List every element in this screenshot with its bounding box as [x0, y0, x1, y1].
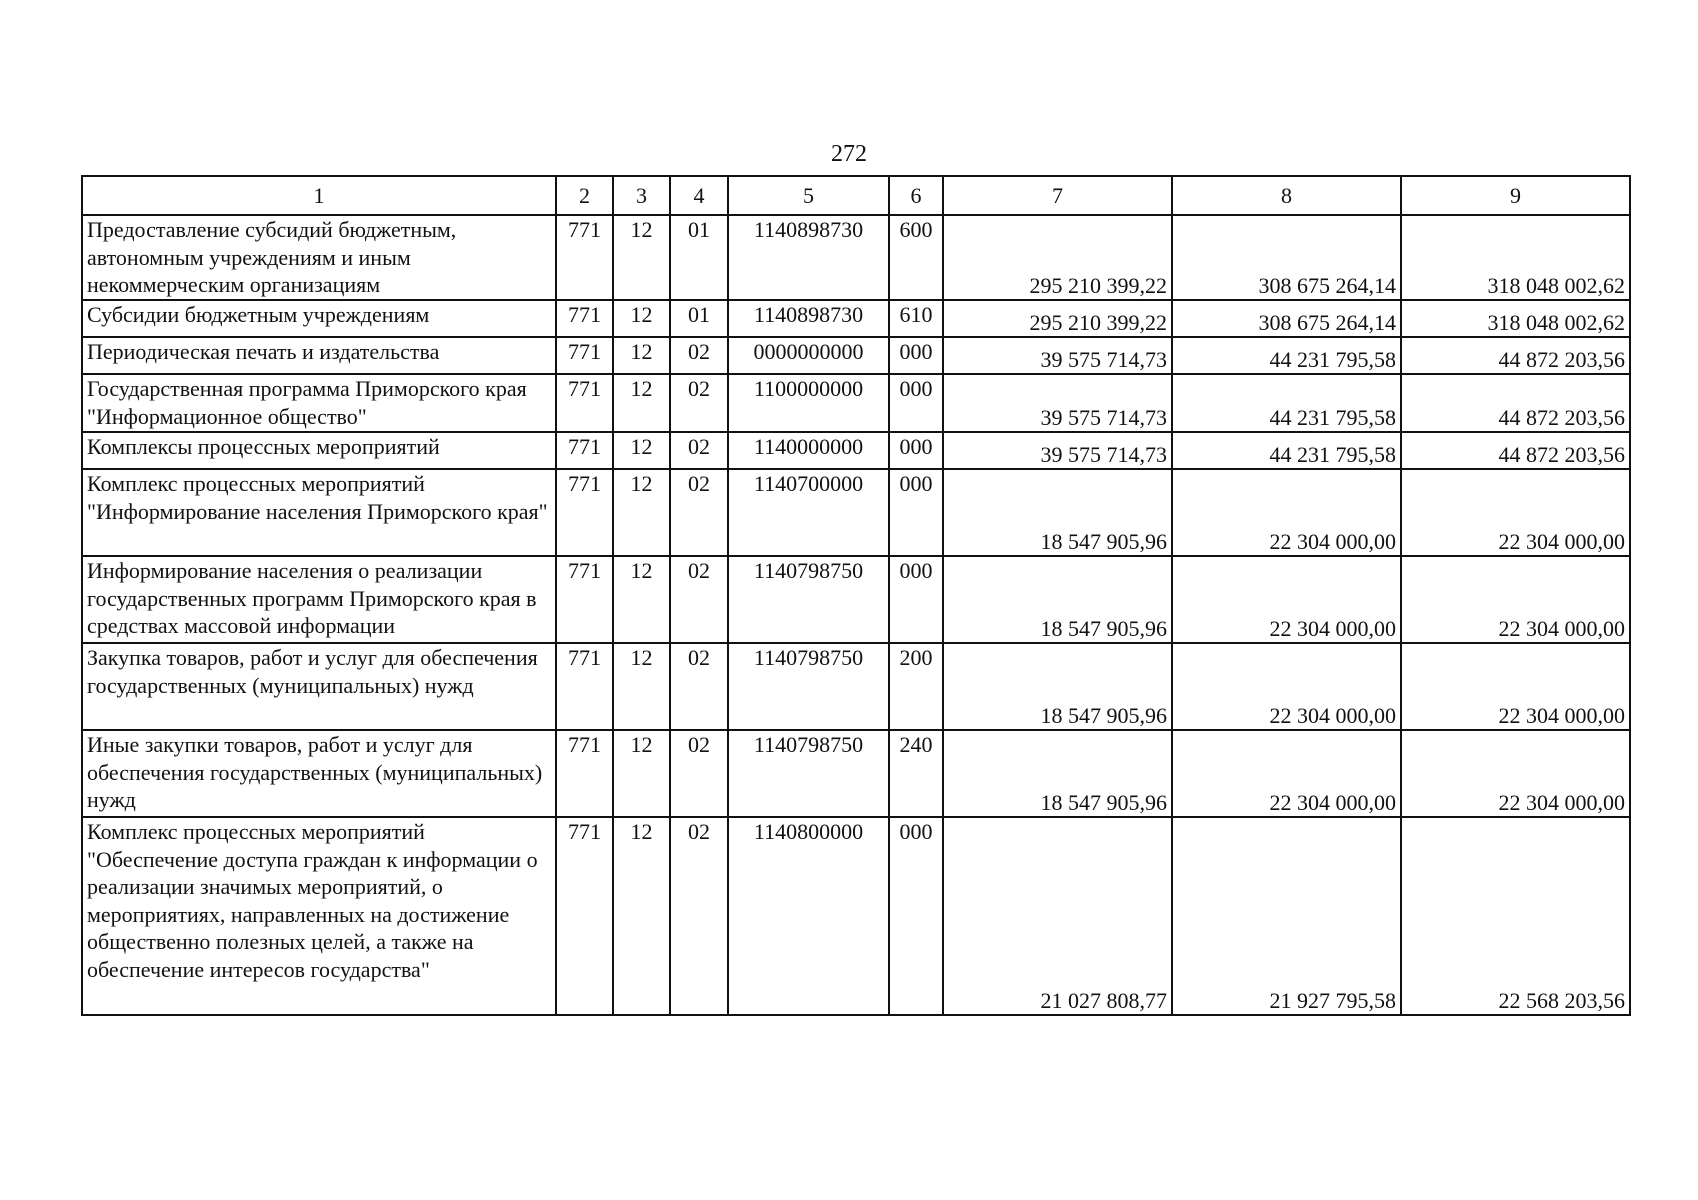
column-header: 6 [889, 176, 943, 215]
table-row [82, 432, 1630, 469]
amount-col9: 318 048 002,62 [1401, 300, 1630, 337]
amount-col8: 308 675 264,14 [1172, 215, 1401, 300]
amount-col9: 22 304 000,00 [1401, 643, 1630, 730]
subsection-code: 02 [670, 643, 728, 730]
amount-col8: 22 304 000,00 [1172, 643, 1401, 730]
amount-col7: 295 210 399,22 [943, 215, 1172, 300]
section-code: 12 [613, 300, 670, 337]
row-name: Информирование населения о реализации государственных программ Приморского края в средствах массовой информации [82, 556, 556, 643]
amount-col9: 44 872 203,56 [1401, 374, 1630, 432]
amount-col8: 21 927 795,58 [1172, 817, 1401, 1015]
expense-type-code: 610 [889, 300, 943, 337]
target-article-code: 1140800000 [728, 817, 889, 1015]
row-name: Иные закупки товаров, работ и услуг для обеспечения государственных (муниципальных) нужд [82, 730, 556, 817]
column-header: 5 [728, 176, 889, 215]
column-header: 3 [613, 176, 670, 215]
target-article-code: 1140700000 [728, 469, 889, 556]
table-row [82, 215, 1630, 300]
grbs-code: 771 [556, 374, 613, 432]
grbs-code: 771 [556, 469, 613, 556]
subsection-code: 01 [670, 215, 728, 300]
subsection-code: 02 [670, 730, 728, 817]
amount-col8: 22 304 000,00 [1172, 469, 1401, 556]
target-article-code: 1140898730 [728, 300, 889, 337]
grbs-code: 771 [556, 556, 613, 643]
grbs-code: 771 [556, 337, 613, 374]
section-code: 12 [613, 817, 670, 1015]
subsection-code: 01 [670, 300, 728, 337]
subsection-code: 02 [670, 556, 728, 643]
grbs-code: 771 [556, 817, 613, 1015]
section-code: 12 [613, 337, 670, 374]
amount-col9: 22 304 000,00 [1401, 469, 1630, 556]
column-header: 4 [670, 176, 728, 215]
amount-col8: 44 231 795,58 [1172, 337, 1401, 374]
table-row [82, 374, 1630, 432]
subsection-code: 02 [670, 469, 728, 556]
column-header: 2 [556, 176, 613, 215]
row-name: Закупка товаров, работ и услуг для обеспечения государственных (муниципальных) нужд [82, 643, 556, 730]
expense-type-code: 000 [889, 817, 943, 1015]
amount-col7: 18 547 905,96 [943, 730, 1172, 817]
table-body [82, 215, 1630, 1015]
section-code: 12 [613, 730, 670, 817]
expense-type-code: 240 [889, 730, 943, 817]
amount-col7: 18 547 905,96 [943, 469, 1172, 556]
column-header: 1 [82, 176, 556, 215]
expense-type-code: 000 [889, 432, 943, 469]
section-code: 12 [613, 374, 670, 432]
amount-col7: 18 547 905,96 [943, 643, 1172, 730]
table-row [82, 337, 1630, 374]
section-code: 12 [613, 556, 670, 643]
grbs-code: 771 [556, 643, 613, 730]
target-article-code: 1140798750 [728, 730, 889, 817]
page-number: 272 [831, 141, 867, 167]
amount-col9: 44 872 203,56 [1401, 337, 1630, 374]
section-code: 12 [613, 469, 670, 556]
subsection-code: 02 [670, 337, 728, 374]
subsection-code: 02 [670, 374, 728, 432]
expense-type-code: 600 [889, 215, 943, 300]
column-header: 8 [1172, 176, 1401, 215]
row-name: Комплекс процессных мероприятий "Обеспечение доступа граждан к информации о реализации значимых мероприятий, о мероприятиях, направленных на достижение общественно полезных целей, а также на обеспечение интересов государства" [82, 817, 556, 1015]
expense-type-code: 200 [889, 643, 943, 730]
table-row [82, 643, 1630, 730]
table-row [82, 300, 1630, 337]
amount-col7: 39 575 714,73 [943, 432, 1172, 469]
row-name: Субсидии бюджетным учреждениям [82, 300, 556, 337]
target-article-code: 1140000000 [728, 432, 889, 469]
amount-col8: 22 304 000,00 [1172, 556, 1401, 643]
subsection-code: 02 [670, 432, 728, 469]
expense-type-code: 000 [889, 556, 943, 643]
amount-col7: 18 547 905,96 [943, 556, 1172, 643]
subsection-code: 02 [670, 817, 728, 1015]
table-row [82, 730, 1630, 817]
row-name: Комплексы процессных мероприятий [82, 432, 556, 469]
amount-col7: 39 575 714,73 [943, 374, 1172, 432]
header-row [82, 176, 1630, 215]
section-code: 12 [613, 643, 670, 730]
amount-col9: 318 048 002,62 [1401, 215, 1630, 300]
amount-col7: 21 027 808,77 [943, 817, 1172, 1015]
column-header: 7 [943, 176, 1172, 215]
target-article-code: 1140798750 [728, 643, 889, 730]
row-name: Периодическая печать и издательства [82, 337, 556, 374]
amount-col8: 308 675 264,14 [1172, 300, 1401, 337]
expense-type-code: 000 [889, 374, 943, 432]
section-code: 12 [613, 215, 670, 300]
amount-col8: 22 304 000,00 [1172, 730, 1401, 817]
amount-col8: 44 231 795,58 [1172, 374, 1401, 432]
expense-type-code: 000 [889, 337, 943, 374]
amount-col7: 39 575 714,73 [943, 337, 1172, 374]
column-header: 9 [1401, 176, 1630, 215]
table-row [82, 817, 1630, 1015]
row-name: Комплекс процессных мероприятий "Информирование населения Приморского края" [82, 469, 556, 556]
amount-col7: 295 210 399,22 [943, 300, 1172, 337]
target-article-code: 0000000000 [728, 337, 889, 374]
table-row [82, 469, 1630, 556]
section-code: 12 [613, 432, 670, 469]
grbs-code: 771 [556, 300, 613, 337]
grbs-code: 771 [556, 432, 613, 469]
target-article-code: 1100000000 [728, 374, 889, 432]
table-row [82, 556, 1630, 643]
amount-col9: 44 872 203,56 [1401, 432, 1630, 469]
row-name: Предоставление субсидий бюджетным, автономным учреждениям и иным некоммерческим организациям [82, 215, 556, 300]
expense-type-code: 000 [889, 469, 943, 556]
grbs-code: 771 [556, 215, 613, 300]
target-article-code: 1140898730 [728, 215, 889, 300]
grbs-code: 771 [556, 730, 613, 817]
amount-col9: 22 304 000,00 [1401, 556, 1630, 643]
row-name: Государственная программа Приморского края "Информационное общество" [82, 374, 556, 432]
budget-table [81, 175, 1631, 1016]
amount-col8: 44 231 795,58 [1172, 432, 1401, 469]
amount-col9: 22 568 203,56 [1401, 817, 1630, 1015]
table-header [82, 176, 1630, 215]
amount-col9: 22 304 000,00 [1401, 730, 1630, 817]
target-article-code: 1140798750 [728, 556, 889, 643]
